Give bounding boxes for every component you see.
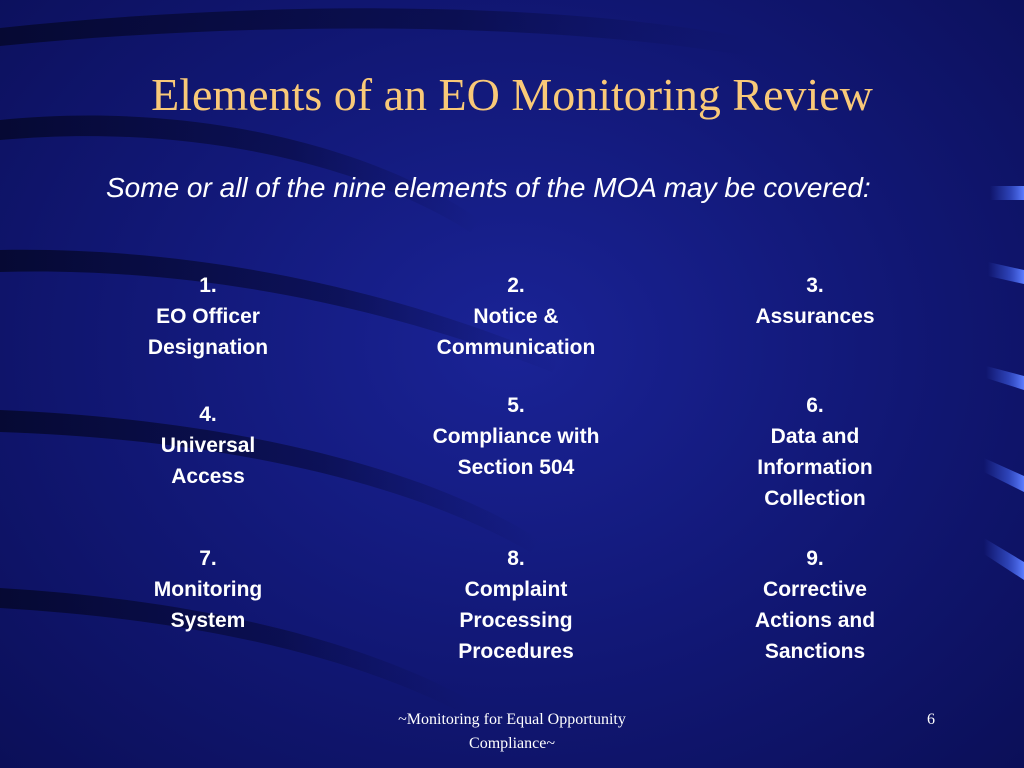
element-label-line: Information: [757, 456, 873, 479]
element-number: 8.: [507, 547, 525, 570]
moa-element-4: [108, 399, 308, 492]
element-label-line: Procedures: [458, 640, 574, 663]
moa-element-6: [704, 390, 926, 514]
element-number: 9.: [806, 547, 824, 570]
element-number: 3.: [806, 274, 824, 297]
moa-element-9: [704, 543, 926, 667]
element-label-line: Notice &: [473, 305, 559, 328]
moa-element-3: [704, 270, 926, 332]
element-label-line: Processing: [459, 609, 573, 632]
element-label-line: Designation: [147, 336, 269, 359]
element-number: 5.: [507, 394, 525, 417]
element-label-line: Corrective: [763, 578, 867, 601]
element-label-line: Universal: [160, 434, 256, 457]
element-number: 1.: [199, 274, 217, 297]
moa-element-2: [396, 270, 636, 363]
element-label-line: Collection: [764, 487, 866, 510]
element-label-line: Data and: [770, 425, 860, 448]
element-label-line: Section 504: [457, 456, 575, 479]
element-label-line: Complaint: [464, 578, 568, 601]
element-label-line: Communication: [436, 336, 596, 359]
moa-element-7: [108, 543, 308, 636]
moa-element-8: [396, 543, 636, 667]
element-label-line: Assurances: [755, 305, 875, 328]
moa-element-5: [396, 390, 636, 483]
slide-title: Elements of an EO Monitoring Review: [151, 69, 873, 120]
element-number: 7.: [199, 547, 217, 570]
element-label-line: EO Officer: [156, 305, 260, 328]
element-label-line: Monitoring: [153, 578, 263, 601]
element-number: 4.: [199, 403, 217, 426]
element-label-line: Actions and: [754, 609, 876, 632]
slide-subtitle: Some or all of the nine elements of the MOA may be covered:: [106, 172, 871, 203]
element-number: 2.: [507, 274, 525, 297]
element-label-line: System: [170, 609, 246, 632]
element-number: 6.: [806, 394, 824, 417]
slide-number: 6: [927, 711, 935, 728]
element-label-line: Sanctions: [764, 640, 866, 663]
moa-element-1: [108, 270, 308, 363]
element-label-line: Access: [171, 465, 245, 488]
element-label-line: Compliance with: [432, 425, 600, 448]
slide-footer: ~Monitoring for Equal Opportunity Compliance~: [398, 711, 626, 752]
